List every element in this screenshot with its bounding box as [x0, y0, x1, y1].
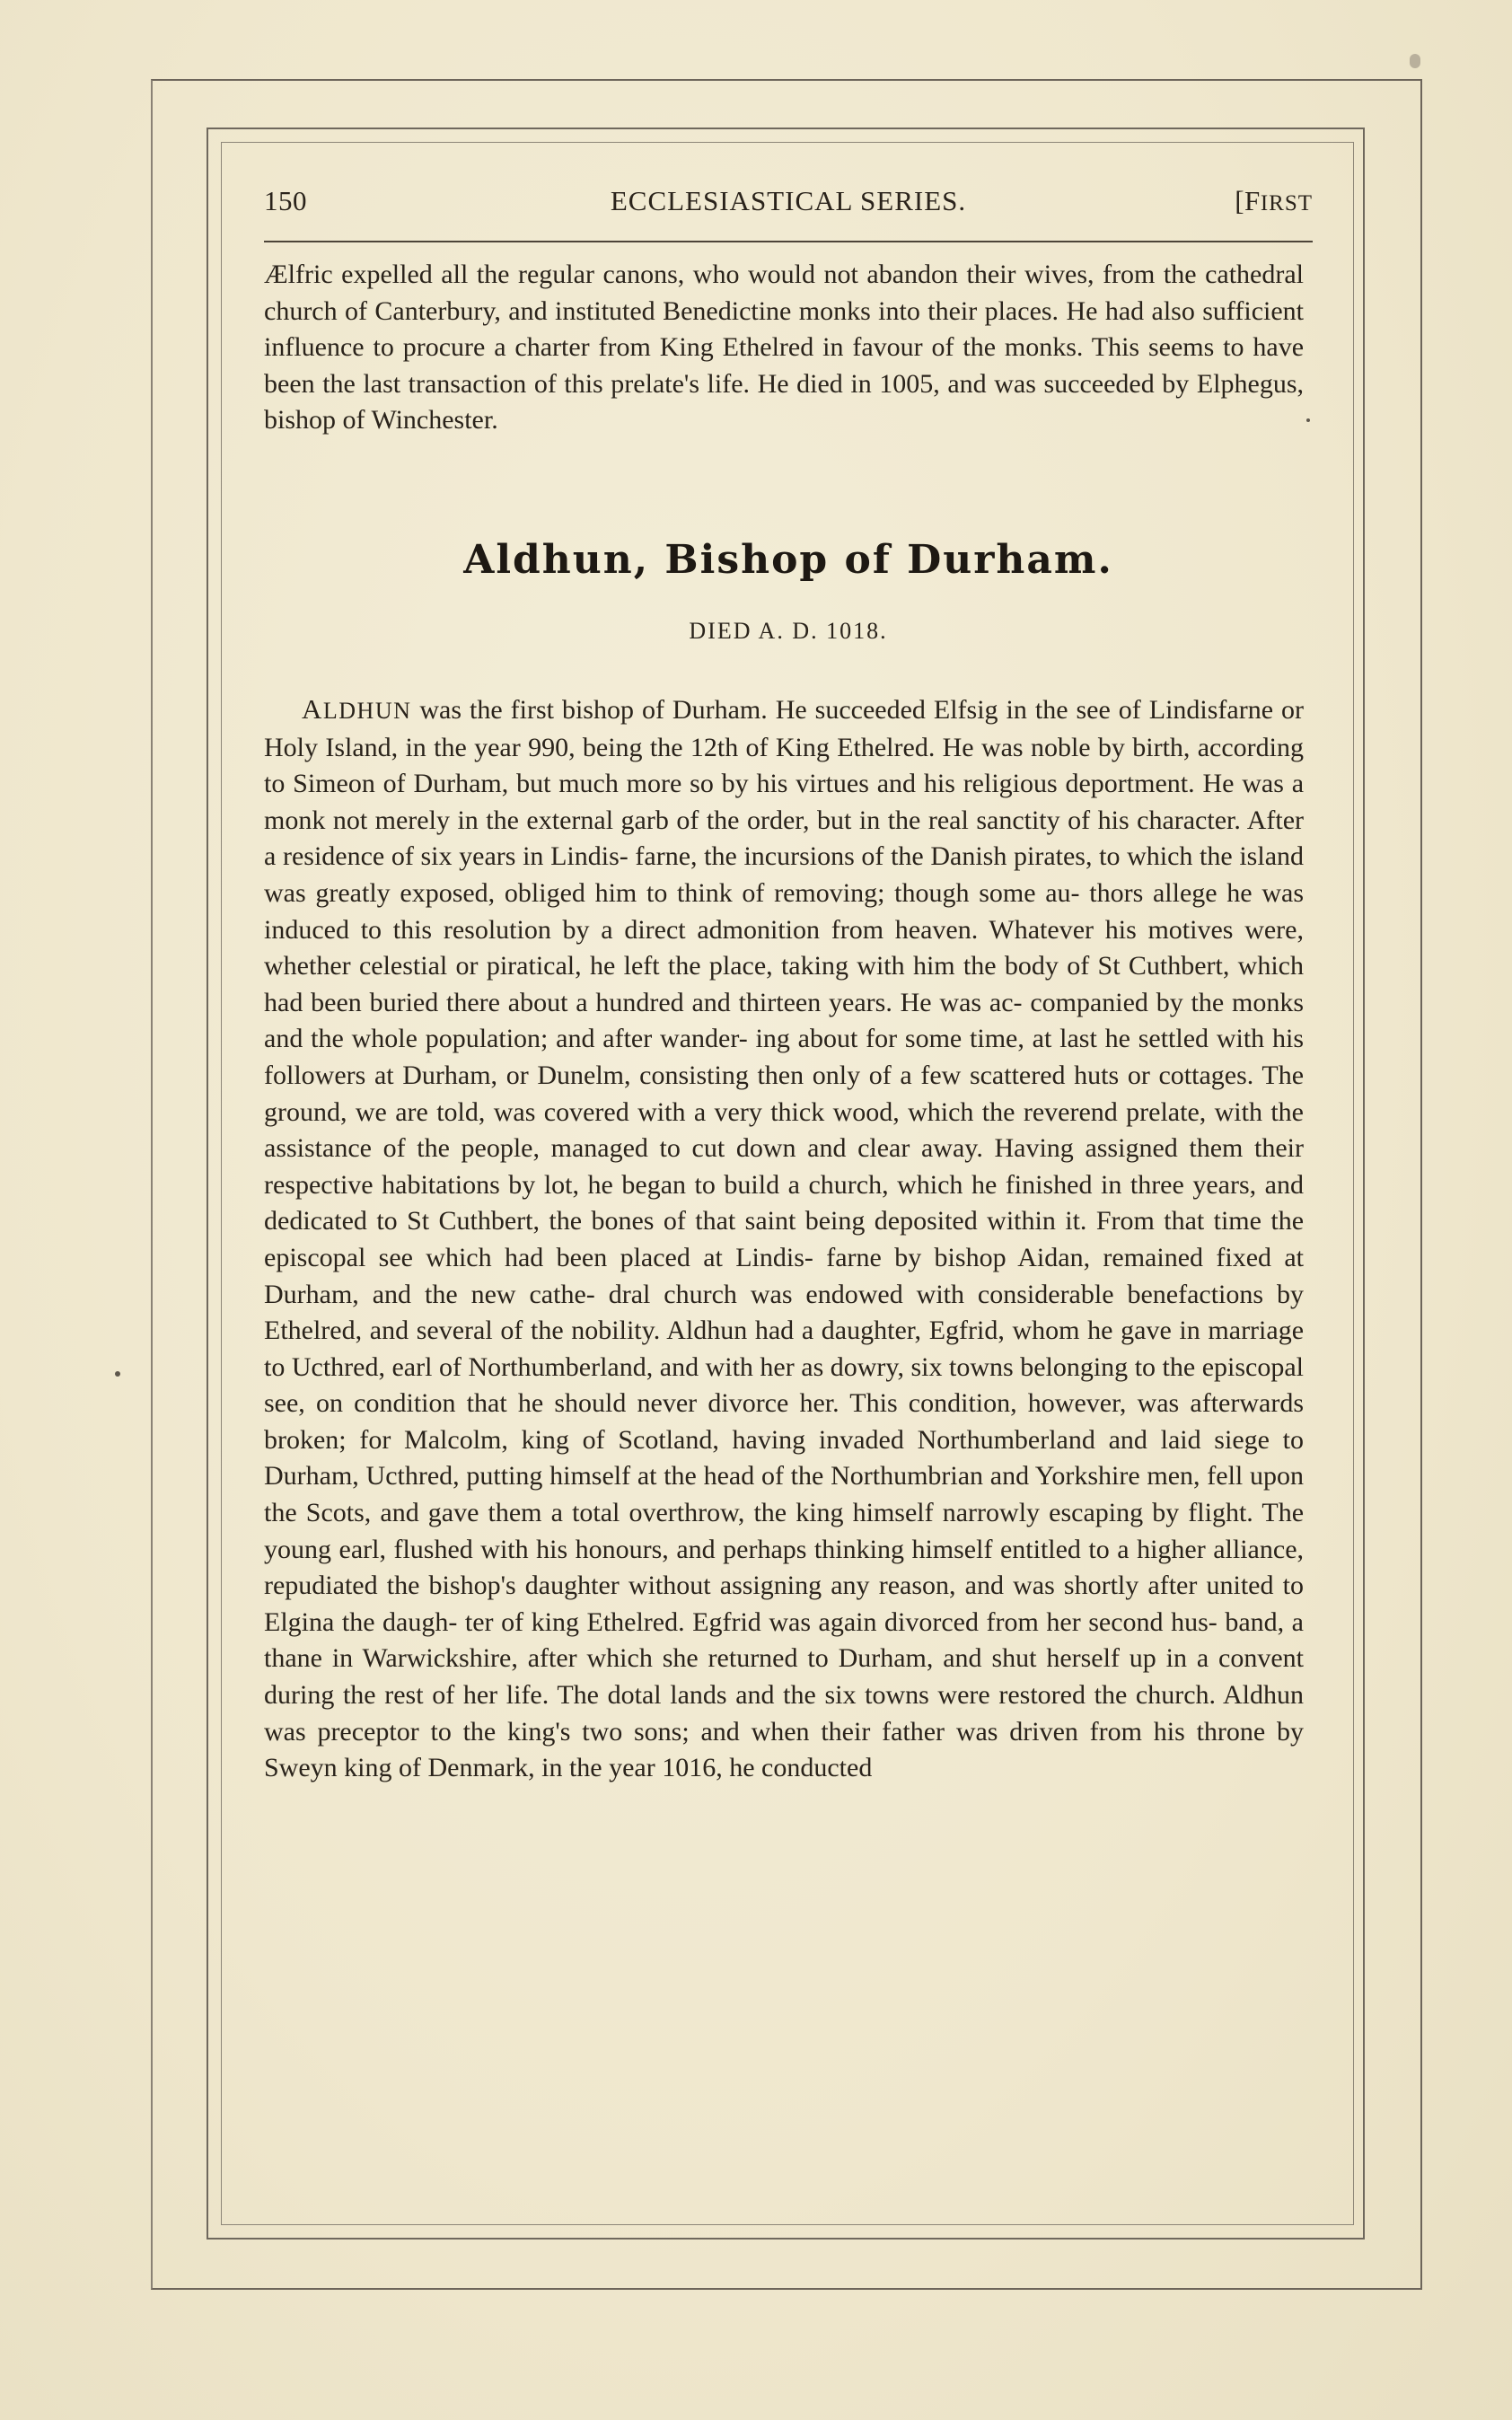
section-mark	[1235, 185, 1313, 217]
text-line: Ælfric expelled all the regular canons, who would not abandon	[264, 260, 959, 289]
text-line: ing about for some time, at last he settled with his followers at Durham,	[264, 1024, 1304, 1090]
text-line: lands and the six towns were restored the church. Aldhun was	[264, 1680, 1305, 1747]
text-line: greatly exposed, obliged him to think of removing; though some au-	[315, 877, 1080, 908]
text-line: The ground, we are told, was covered with a very thick wood, which the	[264, 1060, 1305, 1127]
text-line: it. From that time the episcopal see which had been placed at Lindis-	[264, 1206, 1305, 1272]
intro-paragraph	[264, 257, 1304, 439]
running-head	[264, 181, 1313, 226]
section-heading: Aldhun, Bishop of Durham.	[463, 537, 1113, 583]
margin-speck	[1306, 418, 1310, 422]
text-line: broken; for Malcolm, king of Scotland, having invaded Northumberland	[264, 1424, 1095, 1455]
text-line: was the first bishop of Durham. He succeeded Elfsig in	[411, 695, 1027, 725]
section-mark-prefix: [F	[1235, 185, 1261, 216]
text-line: preceptor to the king's two sons; and when their father was driven from	[317, 1716, 1142, 1747]
text-line: Northumbrian and Yorkshire men, fell upon the Scots, and gave them a	[264, 1461, 1304, 1528]
text-line: dral church was endowed with considerable benefactions by Ethelred,	[264, 1279, 1304, 1346]
lead-word	[302, 693, 412, 725]
text-line: thors allege he was induced to this resolution by a direct admonition	[264, 877, 1304, 945]
text-line: gave in marriage to Ucthred, earl of Northumberland, and with her as	[264, 1316, 1305, 1382]
death-date: DIED A. D. 1018.	[689, 618, 888, 644]
text-line: to procure a charter from King Ethelred in favour of the monks. This	[373, 332, 1140, 363]
text-line: total overthrow, the king himself narrowly escaping by flight. The	[572, 1498, 1305, 1528]
text-line: should never divorce her. This condition, however, was afterwards	[554, 1388, 1305, 1419]
text-line: his throne by Sweyn king of Denmark, in the year 1016, he conducted	[264, 1716, 1304, 1783]
text-line: companied by the monks and the whole population; and after wander-	[264, 987, 1305, 1054]
text-line: real sanctity of his character. After a residence of six years in Lindis-	[264, 805, 1304, 872]
text-line: in 1005, and was succeeded by Elphegus, bishop of Winchester.	[264, 368, 1305, 436]
text-line: or Dunelm, consisting then only of a few scattered huts or cottages.	[505, 1060, 1254, 1090]
text-line: shut herself up in a convent during the rest of her life. The dotal	[264, 1643, 1305, 1711]
text-line: Durham, but much more so by his virtues and his religious deportment.	[413, 769, 1195, 799]
text-line: band, a thane in Warwickshire, after which she returned to Durham, and	[264, 1606, 1304, 1674]
body-paragraph	[264, 691, 1304, 1787]
text-line: and several of the nobility. Aldhun had a daughter, Egfrid, whom he	[369, 1316, 1113, 1346]
text-line: seems to have been the last transaction of this prelate's life. He died	[264, 332, 1305, 399]
page-edge-mark	[1410, 54, 1420, 68]
text-line: dedicated to St Cuthbert, the bones of that saint being deposited within	[264, 1206, 1056, 1236]
text-line: He was a monk not merely in the external garb of the order, but in the	[264, 769, 1305, 835]
text-line: assigning any reason, and was shortly after united to Elgina the daugh-	[264, 1571, 1304, 1637]
text-line: farne, the incursions of the Danish pirates, to which the island was	[264, 841, 1305, 908]
text-line: ter of king Ethelred. Egfrid was again divorced from her second hus-	[464, 1606, 1218, 1637]
text-line: of King Ethelred. He was noble by birth, according to Simeon of	[264, 732, 1305, 799]
series-title: ECCLESIASTICAL SERIES.	[610, 185, 967, 216]
text-line: he left the place, taking with him the body of St Cuthbert, which had	[264, 951, 1304, 1017]
lead-word-rest: LDHUN	[322, 698, 412, 724]
page-number: 150	[264, 185, 307, 216]
text-line: dowry, six towns belonging to the episcopal see, on condition that he	[264, 1351, 1305, 1419]
text-line: and clear away. Having assigned them their respective habitations by	[264, 1133, 1304, 1200]
text-line: lot, he began to build a church, which he finished in three years, and	[543, 1169, 1304, 1200]
section-mark-rest: IRST	[1260, 191, 1313, 216]
text-line: farne by bishop Aidan, remained fixed at Durham, and the new cathe-	[264, 1242, 1305, 1309]
text-line: young earl, flushed with his honours, and perhaps thinking himself	[264, 1534, 993, 1564]
text-line: from heaven. Whatever his motives were, whether celestial or piratical,	[264, 914, 1304, 981]
header-rule	[264, 241, 1313, 242]
text-line: reverend prelate, with the assistance of the people, managed to cut down	[264, 1096, 1304, 1164]
text-line: their wives, from the cathedral church of Canterbury, and instituted	[264, 260, 1305, 326]
margin-speck	[115, 1371, 120, 1377]
text-line: entitled to a higher alliance, repudiated the bishop's daughter without	[264, 1534, 1305, 1601]
text-line: the see of Lindisfarne or Holy Island, in the year 990, being the 12th	[264, 695, 1305, 762]
text-line: and laid siege to Durham, Ucthred, putting himself at the head of the	[264, 1424, 1304, 1492]
text-line: Benedictine monks into their places. He had also sufficient influence	[264, 295, 1305, 363]
lead-initial: A	[302, 693, 323, 725]
text-line: been buried there about a hundred and thirteen years. He was ac-	[311, 987, 1023, 1017]
